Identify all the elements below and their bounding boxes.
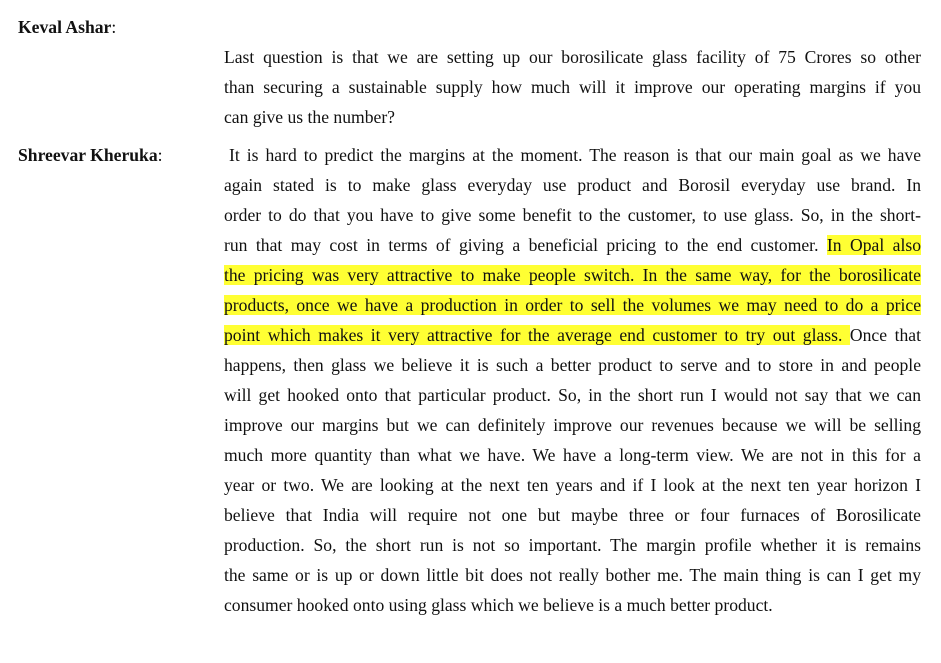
question-line-1: Last question is that we are setting up our borosilicate glass facility of 75 Crores so other — [224, 47, 921, 67]
speaker-colon: : — [157, 145, 163, 165]
answer-line-16: consumer hooked onto using glass which we believe is a much better product. — [224, 595, 773, 615]
answer-line-15: the same or is up or down little bit does not really bother me. The main thing is can I get my — [224, 565, 921, 585]
answer-line-14: production. So, the short run is not so important. The margin profile whether it is remains — [224, 535, 921, 555]
highlighted-text: In Opal also — [826, 235, 921, 255]
answer-line-6 — [224, 292, 921, 318]
speaker-name-shreevar-kheruka — [18, 142, 163, 168]
answer-line-4 — [224, 232, 921, 258]
question-line-3: can give us the number? — [224, 107, 395, 127]
answer-line-11: much more quantity than what we have. We have a long-term view. We are not in this for a — [224, 445, 921, 465]
answer-line-3: order to do that you have to give some benefit to the customer, to use glass. So, in the short- — [224, 205, 921, 225]
answer-line-9: will get hooked onto that particular product. So, in the short run I would not say that we can — [224, 385, 921, 405]
answer-text: Once that — [849, 325, 921, 345]
speaker-name-text: Shreevar Kheruka — [18, 145, 158, 165]
highlighted-text: products, once we have a production in order to sell the volumes we may need to do a price — [224, 295, 921, 315]
speaker-colon: : — [111, 17, 117, 37]
answer-text: run that may cost in terms of giving a beneficial pricing to the end customer. — [224, 235, 827, 255]
speaker-name-keval-ashar — [18, 14, 116, 40]
answer-line-13: believe that India will require not one but maybe three or four furnaces of Borosilicate — [224, 505, 921, 525]
answer-line-8: happens, then glass we believe it is such a better product to serve and to store in and people — [224, 355, 921, 375]
answer-line-7 — [224, 322, 921, 348]
answer-line-12: year or two. We are looking at the next ten years and if I look at the next ten year horizon I — [224, 475, 921, 495]
answer-line-5 — [224, 262, 921, 288]
answer-line-10: improve our margins but we can definitely improve our revenues because we will be selling — [224, 415, 921, 435]
answer-line-1: It is hard to predict the margins at the moment. The reason is that our main goal as we have — [229, 145, 921, 165]
answer-line-2: again stated is to make glass everyday use product and Borosil everyday use brand. In — [224, 175, 921, 195]
highlighted-text: point which makes it very attractive for the average end customer to try out glass. — [224, 325, 850, 345]
highlighted-text: the pricing was very attractive to make people switch. In the same way, for the borosilicate — [224, 265, 921, 285]
speaker-name-text: Keval Ashar — [18, 17, 112, 37]
question-line-2: than securing a sustainable supply how much will it improve our operating margins if you — [224, 77, 921, 97]
